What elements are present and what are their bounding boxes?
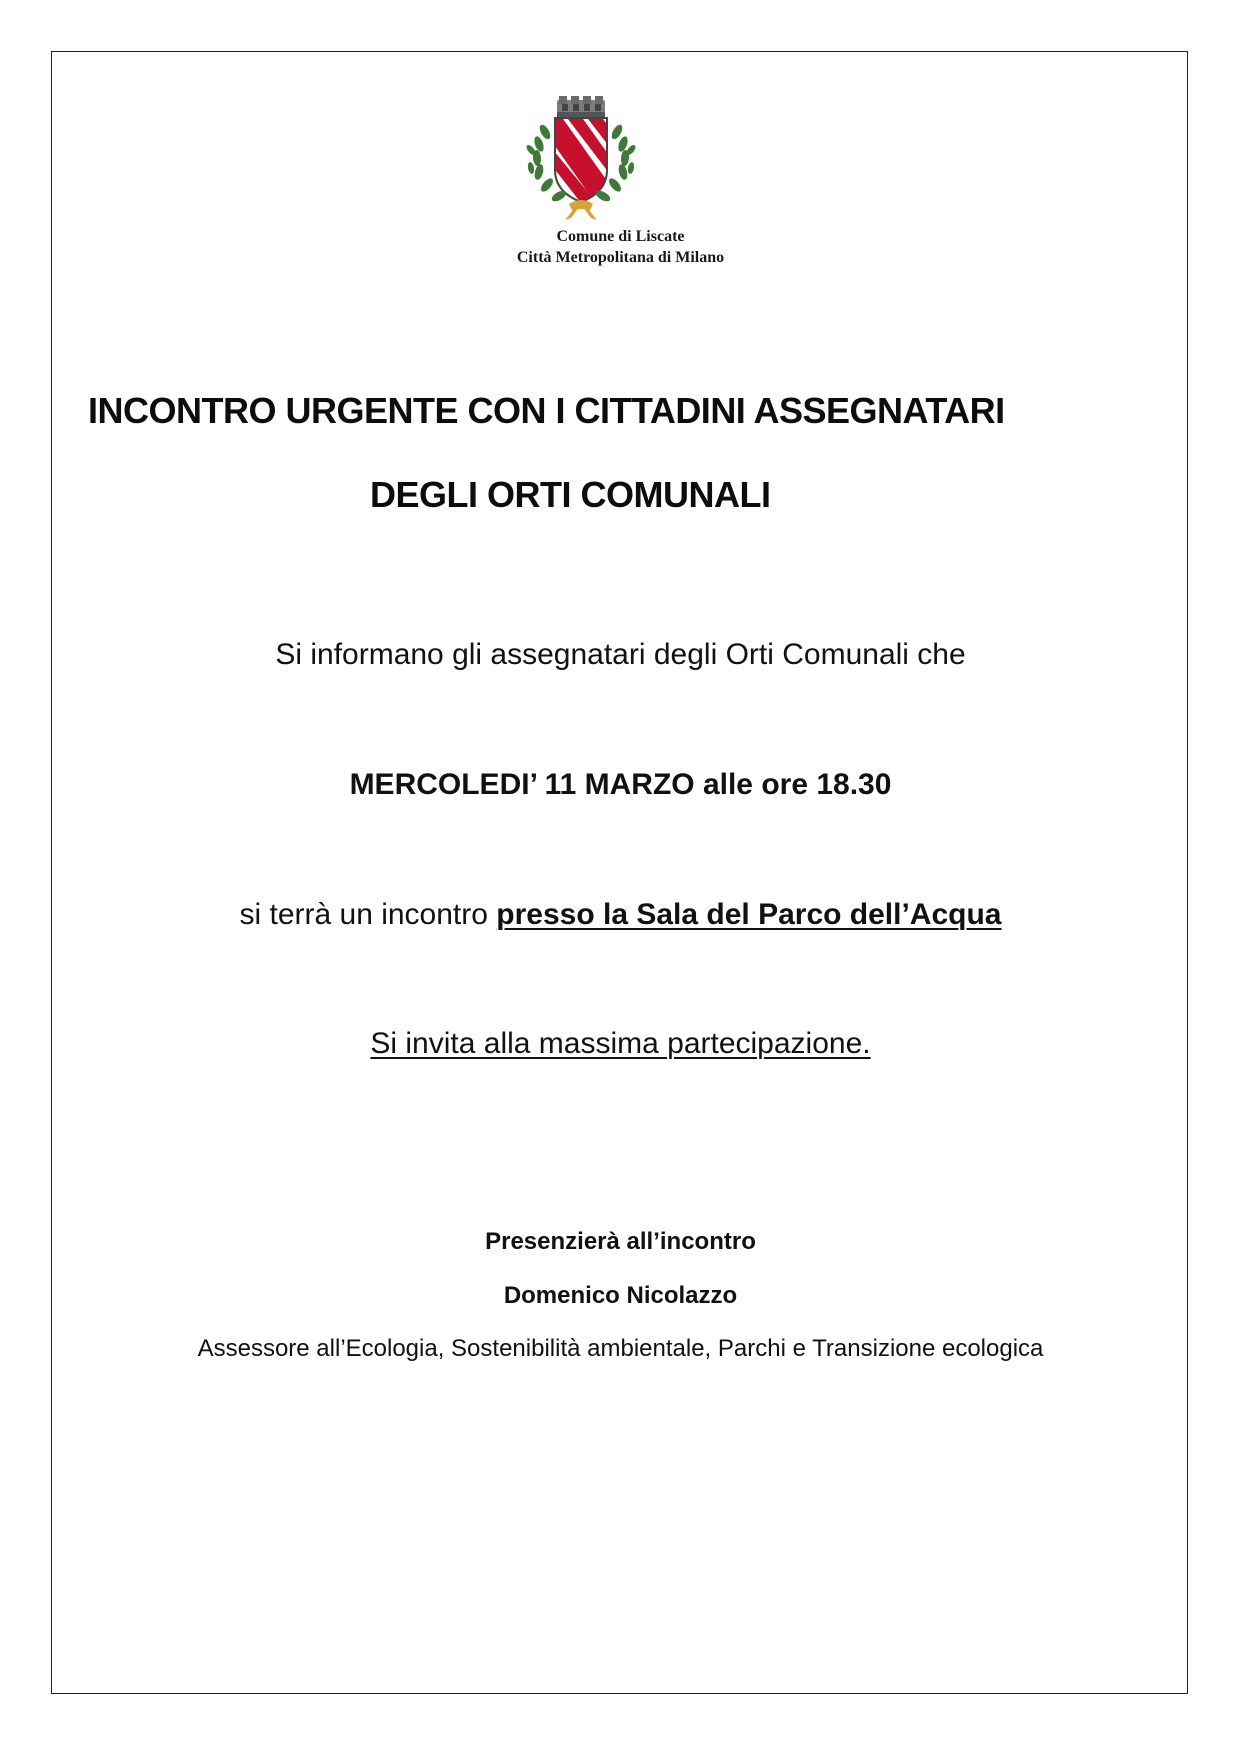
signature-name: Domenico Nicolazzo [503,1282,738,1309]
meeting-location [0,898,1241,932]
intro-text: Si informano gli assegnatari degli Orti Comunali che [275,638,966,671]
signature-role: Assessore all’Ecologia, Sostenibilità ambientale, Parchi e Transizione ecologica [197,1335,1044,1362]
crown-shape [557,96,605,117]
location-prefix: si terrà un incontro [239,898,497,931]
signature-intro: Presenzierà all’incontro [485,1228,756,1255]
meeting-date-time: MERCOLEDI’ 11 MARZO alle ore 18.30 [349,768,892,801]
org-subtitle: Città Metropolitana di Milano [516,249,725,266]
notice-title-line-1: INCONTRO URGENTE CON I CITTADINI ASSEGNATARI [88,390,1005,431]
notice-title-line-2: DEGLI ORTI COMUNALI [370,474,771,515]
org-name: Comune di Liscate [556,228,685,245]
invitation-text: Si invita alla massima partecipazione. [370,1027,871,1060]
municipal-coat-of-arms-icon [515,92,647,224]
page-border [51,51,1188,1694]
location-place: presso la Sala del Parco dell’Acqua [496,898,1002,931]
